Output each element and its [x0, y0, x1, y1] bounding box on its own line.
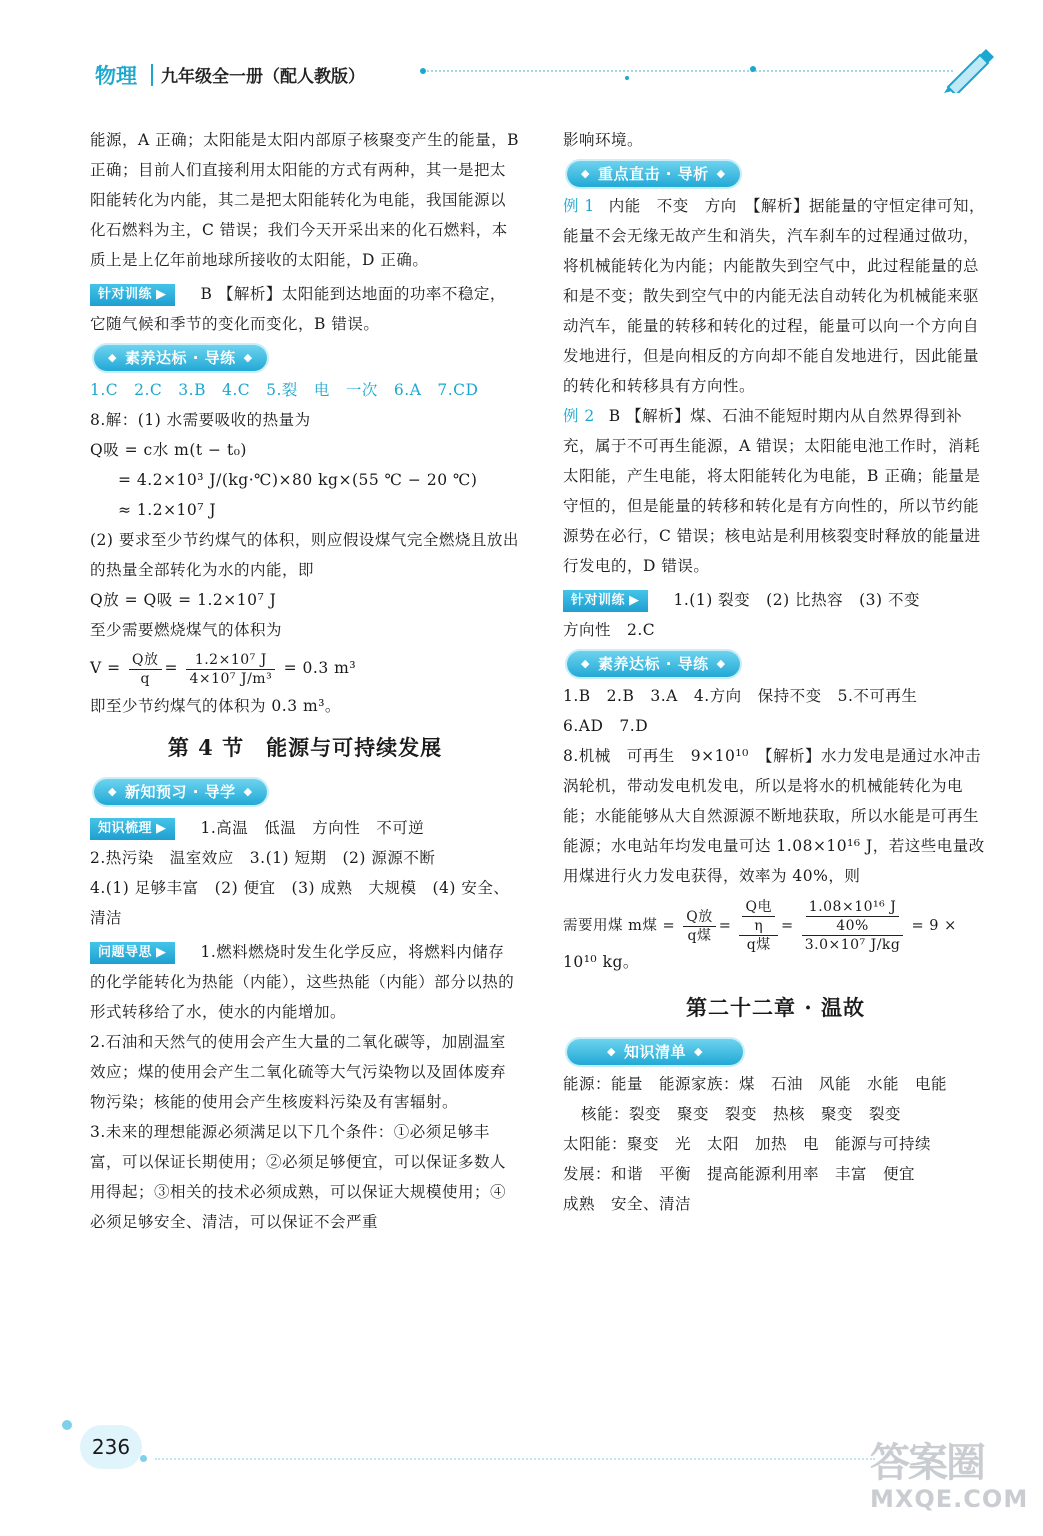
diamond-icon: ◆: [716, 167, 726, 180]
summary-line: 发展：和谐 平衡 提高能源利用率 丰富 便宜: [563, 1165, 916, 1183]
example-label: 例 2: [563, 407, 595, 425]
summary-line: 核能：裂变 聚变 裂变 热核 聚变 裂变: [581, 1105, 902, 1123]
example-label: 例 1: [563, 197, 595, 215]
section-title: 第 4 节 能源与可持续发展: [167, 735, 443, 760]
fraction: $\frac{\frac{\text{1.08×10¹⁶ J}}{40\%}}{\text{3.0×10⁷ J/kg}}$: [802, 898, 904, 954]
diamond-icon: ◆: [243, 785, 253, 798]
diamond-icon: ◆: [108, 351, 117, 364]
paragraph: 2.石油和天然气的使用会产生大量的二氧化碳等，加剧温室效应；煤的使用会产生二氧化硫等大气污染物以及固体废弃物污染；核能的使用会产生核废料污染及有害辐射。: [90, 1033, 507, 1111]
answer-line: 1.高温 低温 方向性 不可逆: [200, 819, 425, 837]
section-pill: ◆ 知识清单 ◆: [567, 1039, 743, 1065]
footer-dot: [140, 1455, 147, 1462]
play-icon: ▶: [156, 287, 167, 302]
header-dot: [420, 68, 426, 74]
answer-line: 方向性 2.C: [563, 621, 656, 639]
answer-line: 2.热污染 温室效应 3.(1) 短期 (2) 源源不断: [90, 849, 436, 867]
tag-knowledge: 知识梳理 ▶: [90, 818, 175, 840]
section-pill: ◆ 新知预习 · 导学 ◆: [94, 779, 267, 805]
summary-line: 太阳能：聚变 光 太阳 加热 电 能源与可持续: [563, 1135, 932, 1153]
play-icon: ▶: [629, 593, 640, 608]
page-header: [95, 58, 995, 94]
formula: Q放 = Q吸 = 1.2×10⁷ J: [90, 591, 277, 609]
answer-line: 1.B 2.B 3.A 4.方向 保持不变 5.不可再生: [563, 687, 918, 705]
answer-line: 1.(1) 裂变 (2) 比热容 (3) 不变: [673, 591, 920, 609]
header-divider: [151, 64, 153, 86]
paragraph: B 【解析】太阳能到达地面的功率不稳定，它随气候和季节的变化而变化，B 错误。: [90, 285, 506, 333]
diamond-icon: ◆: [108, 785, 117, 798]
play-icon: ▶: [156, 945, 167, 960]
summary-line: 成熟 安全、清洁: [563, 1195, 692, 1213]
diamond-icon: ◆: [581, 167, 590, 180]
play-icon: ▶: [156, 821, 167, 836]
paragraph: 1.燃料燃烧时发生化学反应，将燃料内储存的化学能转化为热能（内能），这些热能（内能）部分以热的形式转移给了水，使水的内能增加。: [90, 943, 515, 1021]
header-dot: [625, 76, 629, 80]
watermark: 答案圈 MXQE.COM: [870, 1440, 1029, 1513]
answer-line: 1.C 2.C 3.B 4.C 5.裂 电 一次 6.A 7.CD: [90, 381, 479, 399]
subject-label: 物理: [95, 64, 137, 88]
formula: = 4.2×10³ J/(kg·℃)×80 kg×(55 ℃ − 20 ℃): [118, 471, 478, 489]
fraction-formula: 需要用煤 m煤 = $\frac{\text{Q放}}{\text{q煤}}$ = $\frac{\frac{\text{Q电}}{\eta}}{\text{q煤}}$ = $\frac{\frac{\text{1.08×10¹⁶ J}}{40\%}}{\text{3.0×10⁷ J/kg}}$ = 9 ×: [563, 899, 957, 953]
paragraph: 影响环境。: [563, 131, 644, 149]
paragraph: 至少需要燃烧煤气的体积为: [90, 621, 283, 639]
diamond-icon: ◆: [716, 657, 726, 670]
section-pill: ◆ 素养达标 · 导练 ◆: [94, 345, 267, 371]
book-title: 九年级全一册（配人教版）: [161, 67, 365, 87]
tag-questions: 问题导思 ▶: [90, 942, 175, 964]
fraction: $\frac{\text{Q放}}{q}$: [129, 651, 161, 688]
diamond-icon: ◆: [243, 351, 253, 364]
question-line: 8.解：(1) 水需要吸收的热量为: [90, 411, 311, 429]
paragraph: B 【解析】煤、石油不能短时期内从自然界得到补充，属于不可再生能源，A 错误；太阳能电池工作时，消耗太阳能，产生电能，将太阳能转化为电能，B 正确；能量是守恒的，但是能量的转移和转化是有方向性的，所以节约能源势在必行，C 错误；核电站是利用核裂变时释放的能量进行发电的，D 错误。: [563, 407, 981, 575]
fraction-formula: V = $\frac{\text{Q放}}{q}$ = $\frac{\text{1.2×10⁷ J}}{\text{4×10⁷ J/m³}}$ = 0.3 m³: [90, 651, 357, 687]
page-number: 236: [80, 1425, 142, 1469]
fraction: $\frac{\text{1.2×10⁷ J}}{\text{4×10⁷ J/m³}}$: [186, 651, 275, 688]
section-pill: ◆ 重点直击 · 导析 ◆: [567, 161, 740, 187]
footer-dot: [62, 1420, 72, 1430]
chapter-title: 第二十二章 · 温故: [686, 995, 865, 1020]
diamond-icon: ◆: [693, 1045, 703, 1058]
diamond-icon: ◆: [607, 1045, 616, 1058]
footer-dotted-line: [155, 1458, 875, 1460]
section-pill: ◆ 素养达标 · 导练 ◆: [567, 651, 740, 677]
tag-practice: 针对训练 ▶: [90, 284, 175, 306]
pen-icon: [940, 43, 1000, 93]
header-dot: [750, 66, 756, 72]
paragraph: 8.机械 可再生 9×10¹⁰ 【解析】水力发电是通过水冲击涡轮机，带动发电机发电，所以是将水的机械能转化为电能；水能能够从大自然源源不断地获取，所以水能是可再生能源；水电站年均发电量可达 1.08×10¹⁶ J，若这些电量改用煤进行火力发电获得，效率为 40%，则: [563, 747, 985, 885]
fraction: $\frac{\frac{\text{Q电}}{\eta}}{\text{q煤}}$: [739, 898, 777, 954]
formula: 10¹⁰ kg。: [563, 953, 639, 971]
left-column: [90, 125, 520, 1237]
paragraph: 内能 不变 方向 【解析】据能量的守恒定律可知，能量不会无缘无故产生和消失，汽车刹车的过程通过做功，将机械能转化为内能；内能散失到空气中，此过程能量的总和是不变；散失到空气中的内能无法自动转化为机械能来驱动汽车，能量的转移和转化的过程，能量可以向一个方向自发地进行，但是向相反的方向却不能自发地进行，因此能量的转化和转移具有方向性。: [563, 197, 986, 395]
paragraph: 能源，A 正确；太阳能是太阳内部原子核聚变产生的能量，B 正确；目前人们直接利用太阳能的方式有两种，其一是把太阳能转化为内能，其二是把太阳能转化为电能，我国能源以化石燃料为主，C 错误；我们今天开采出来的化石燃料，本质上是上亿年前地球所接收的太阳能，D 正确。: [90, 131, 520, 269]
right-column: [563, 125, 988, 1219]
paragraph: 即至少节约煤气的体积为 0.3 m³。: [90, 697, 341, 715]
tag-practice: 针对训练 ▶: [563, 590, 648, 612]
fraction: $\frac{\text{Q放}}{\text{q煤}}$: [683, 908, 715, 945]
answer-line: 6.AD 7.D: [563, 717, 649, 735]
diamond-icon: ◆: [581, 657, 590, 670]
paragraph: 3.未来的理想能源必须满足以下几个条件：①必须足够丰富，可以保证长期使用；②必须足够便宜，可以保证多数人用得起；③相关的技术必须成熟，可以保证大规模使用；④必须足够安全、清洁，可以保证不会严重: [90, 1123, 507, 1231]
summary-line: 能源：能量 能源家族：煤 石油 风能 水能 电能: [563, 1075, 948, 1093]
formula: Q吸 = c水 m(t − t₀): [90, 441, 247, 459]
header-dotted-line: [423, 70, 953, 72]
formula: ≈ 1.2×10⁷ J: [118, 501, 217, 519]
paragraph: (2) 要求至少节约煤气的体积，则应假设煤气完全燃烧且放出的热量全部转化为水的内能，即: [90, 531, 519, 579]
answer-line: 4.(1) 足够丰富 (2) 便宜 (3) 成熟 大规模 (4) 安全、清洁: [90, 879, 510, 927]
